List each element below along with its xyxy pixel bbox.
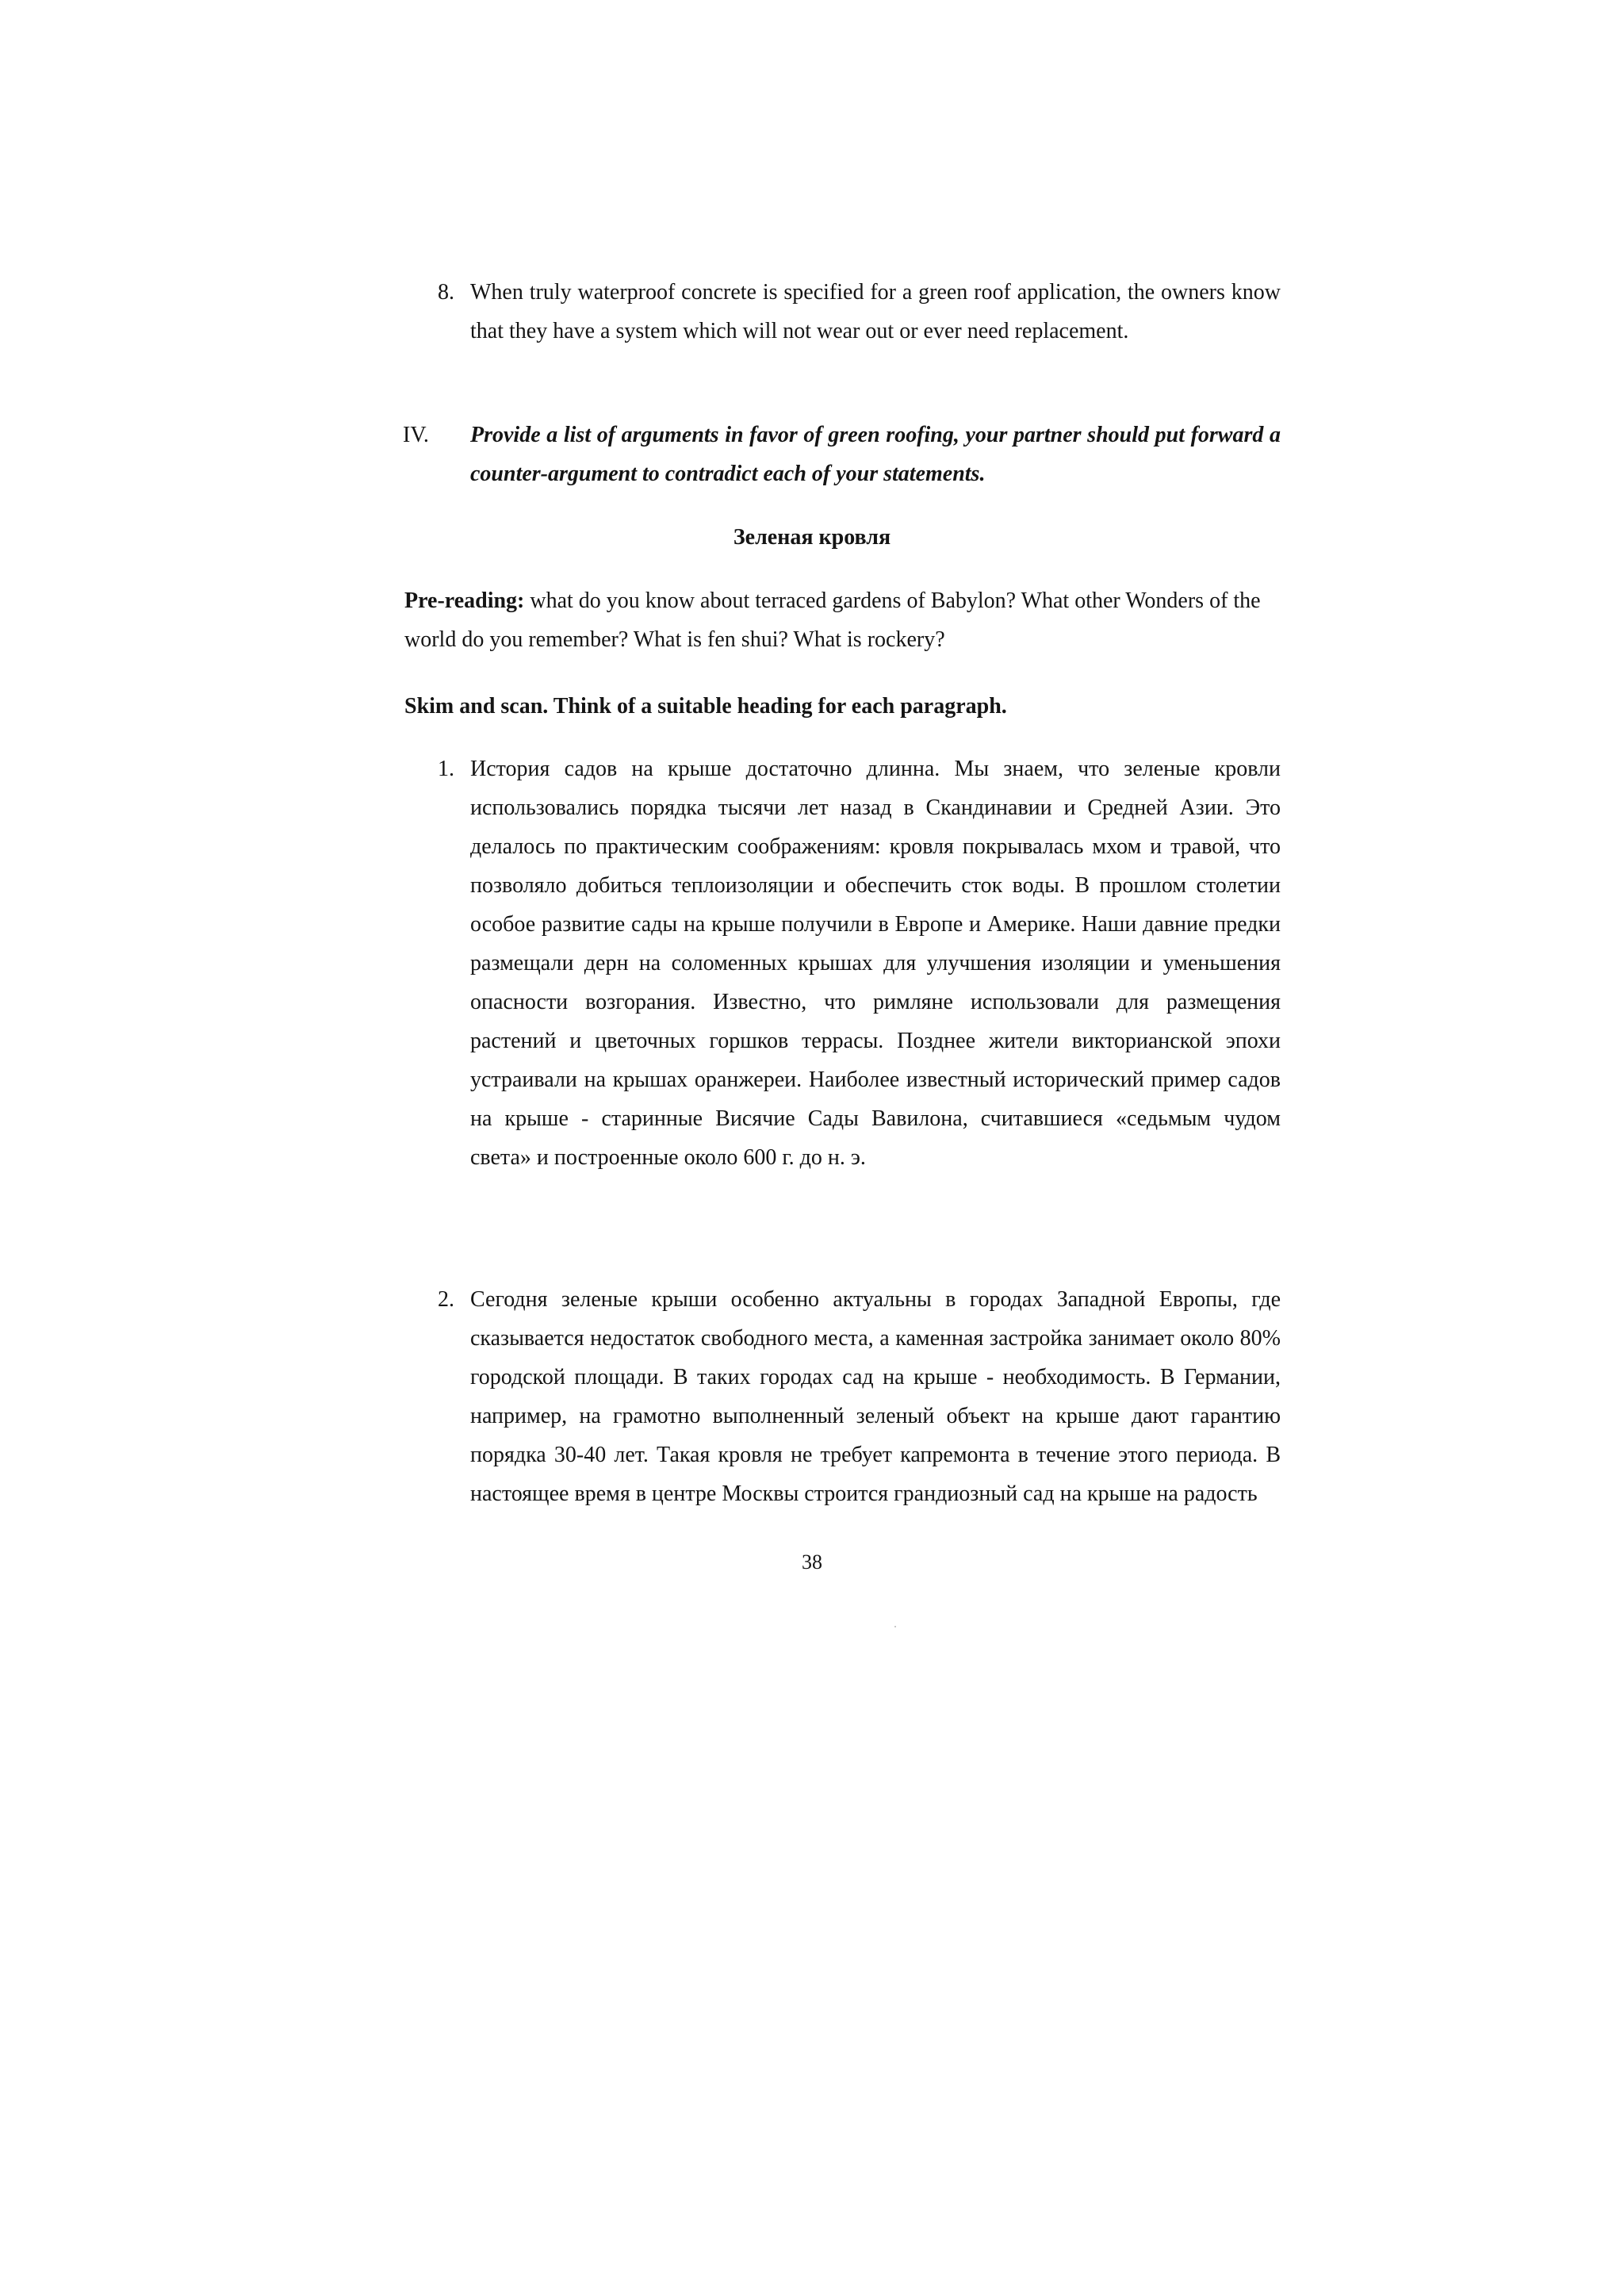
scan-speck	[894, 1626, 896, 1627]
item-number: 8.	[438, 280, 454, 305]
exercise-item-8: When truly waterproof concrete is specified for a green roof application, the owners know that they have a system which will not wear out or ever need replacement.	[470, 280, 1281, 343]
task-number: IV.	[403, 423, 429, 447]
paragraph-1: История садов на крыше достаточно длинна. Мы знаем, что зеленые кровли использовались порядка тысячи лет назад в Скандинавии и Средней Азии. Это делалось по практическим соображениям: кровля покрывалась мхом и травой, что позволяло добиться теплоизоляции и обеспечить сток воды. В прошлом столетии особое развитие сады на крыше получили в Европе и Америке. Наши давние предки размещали дерн на соломенных крышах для улучшения изоляции и уменьшения опасности возгорания. Известно, что римляне использовали для размещения растений и цветочных горшков террасы. Позднее жители викторианской эпохи устраивали на крышах оранжереи. Наиболее известный исторический пример садов на крыше - старинные Висячие Сады Вавилона, считавшиеся «седьмым чудом света» и построенные около 600 г. до н. э.	[470, 757, 1281, 1170]
paragraph-2: Сегодня зеленые крыши особенно актуальны в городах Западной Европы, где сказывается недостаток свободного места, а каменная застройка занимает около 80% городской площади. В таких городах сад на крыше - необходимость. В Германии, например, на грамотно выполненный зеленый объект на крыше дают гарантию порядка 30-40 лет. Такая кровля не требует капремонта в течение этого периода. В настоящее время в центре Москвы строится грандиозный сад на крыше на радость	[470, 1287, 1281, 1506]
paragraph-number: 1.	[438, 757, 454, 781]
page-number: 38	[802, 1550, 822, 1573]
prereading-label: Pre-reading:	[404, 588, 525, 613]
prereading-text: what do you know about terraced gardens of Babylon? What other Wonders of the world do you remember? What is fen shui? What is rockery?	[404, 588, 1261, 652]
prereading-question	[404, 581, 1308, 659]
paragraph-number: 2.	[438, 1287, 454, 1312]
section-heading: Зеленая кровля	[733, 525, 891, 550]
task-instruction: Provide a list of arguments in favor of green roofing, your partner should put forward a counter-argument to contradict each of your statements.	[470, 423, 1281, 486]
skim-instruction: Skim and scan. Think of a suitable heading for each paragraph.	[404, 694, 1007, 719]
